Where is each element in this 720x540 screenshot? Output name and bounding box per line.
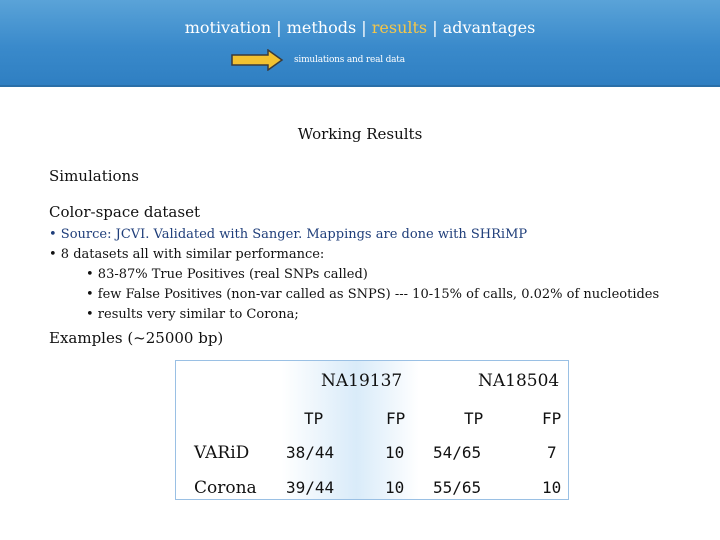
nav-separator: |	[432, 18, 443, 37]
sub-bullet-item: • results very similar to Corona;	[86, 307, 299, 322]
table-cell: 7	[547, 443, 557, 462]
table-cell: 39/44	[286, 478, 335, 497]
bullet-item: • Source: JCVI. Validated with Sanger. Mappings are done with SHRiMP	[49, 227, 528, 242]
section-heading-dataset: Color-space dataset	[49, 203, 200, 221]
arrow-right-icon	[230, 49, 284, 71]
header-bar	[0, 0, 720, 87]
nav-separator: |	[361, 18, 372, 37]
sub-bullet-item: • few False Positives (non-var called as SNPS) --- 10-15% of calls, 0.02% of nucleotides	[86, 287, 660, 302]
results-table	[175, 360, 569, 500]
section-heading-simulations: Simulations	[49, 167, 139, 185]
column-header: TP	[304, 409, 324, 428]
bullet-list	[49, 225, 659, 325]
table-cell: 10	[385, 478, 405, 497]
subsection-indicator	[230, 48, 405, 72]
table-cell: 54/65	[433, 443, 482, 462]
section-nav	[0, 18, 720, 37]
nav-methods[interactable]: methods	[286, 18, 357, 37]
nav-results[interactable]: results	[371, 18, 428, 37]
table-cell: 55/65	[433, 478, 482, 497]
column-header: FP	[542, 409, 562, 428]
row-label: Corona	[194, 478, 257, 498]
table-cell: 10	[542, 478, 562, 497]
subsection-label[interactable]: simulations and real data	[294, 55, 405, 65]
column-header: TP	[464, 409, 484, 428]
bullet-item: • 8 datasets all with similar performance:	[49, 247, 325, 262]
column-header: FP	[386, 409, 406, 428]
slide-title: Working Results	[297, 125, 423, 143]
nav-separator: |	[276, 18, 287, 37]
group-header: NA18504	[478, 371, 560, 391]
examples-label: Examples (~25000 bp)	[49, 329, 224, 347]
table-cell: 38/44	[286, 443, 335, 462]
row-label: VARiD	[194, 443, 250, 463]
sub-bullet-item: • 83-87% True Positives (real SNPs called)	[86, 267, 368, 282]
nav-motivation[interactable]: motivation	[184, 18, 272, 37]
group-header: NA19137	[321, 371, 403, 391]
nav-advantages[interactable]: advantages	[442, 18, 536, 37]
table-cell: 10	[385, 443, 405, 462]
